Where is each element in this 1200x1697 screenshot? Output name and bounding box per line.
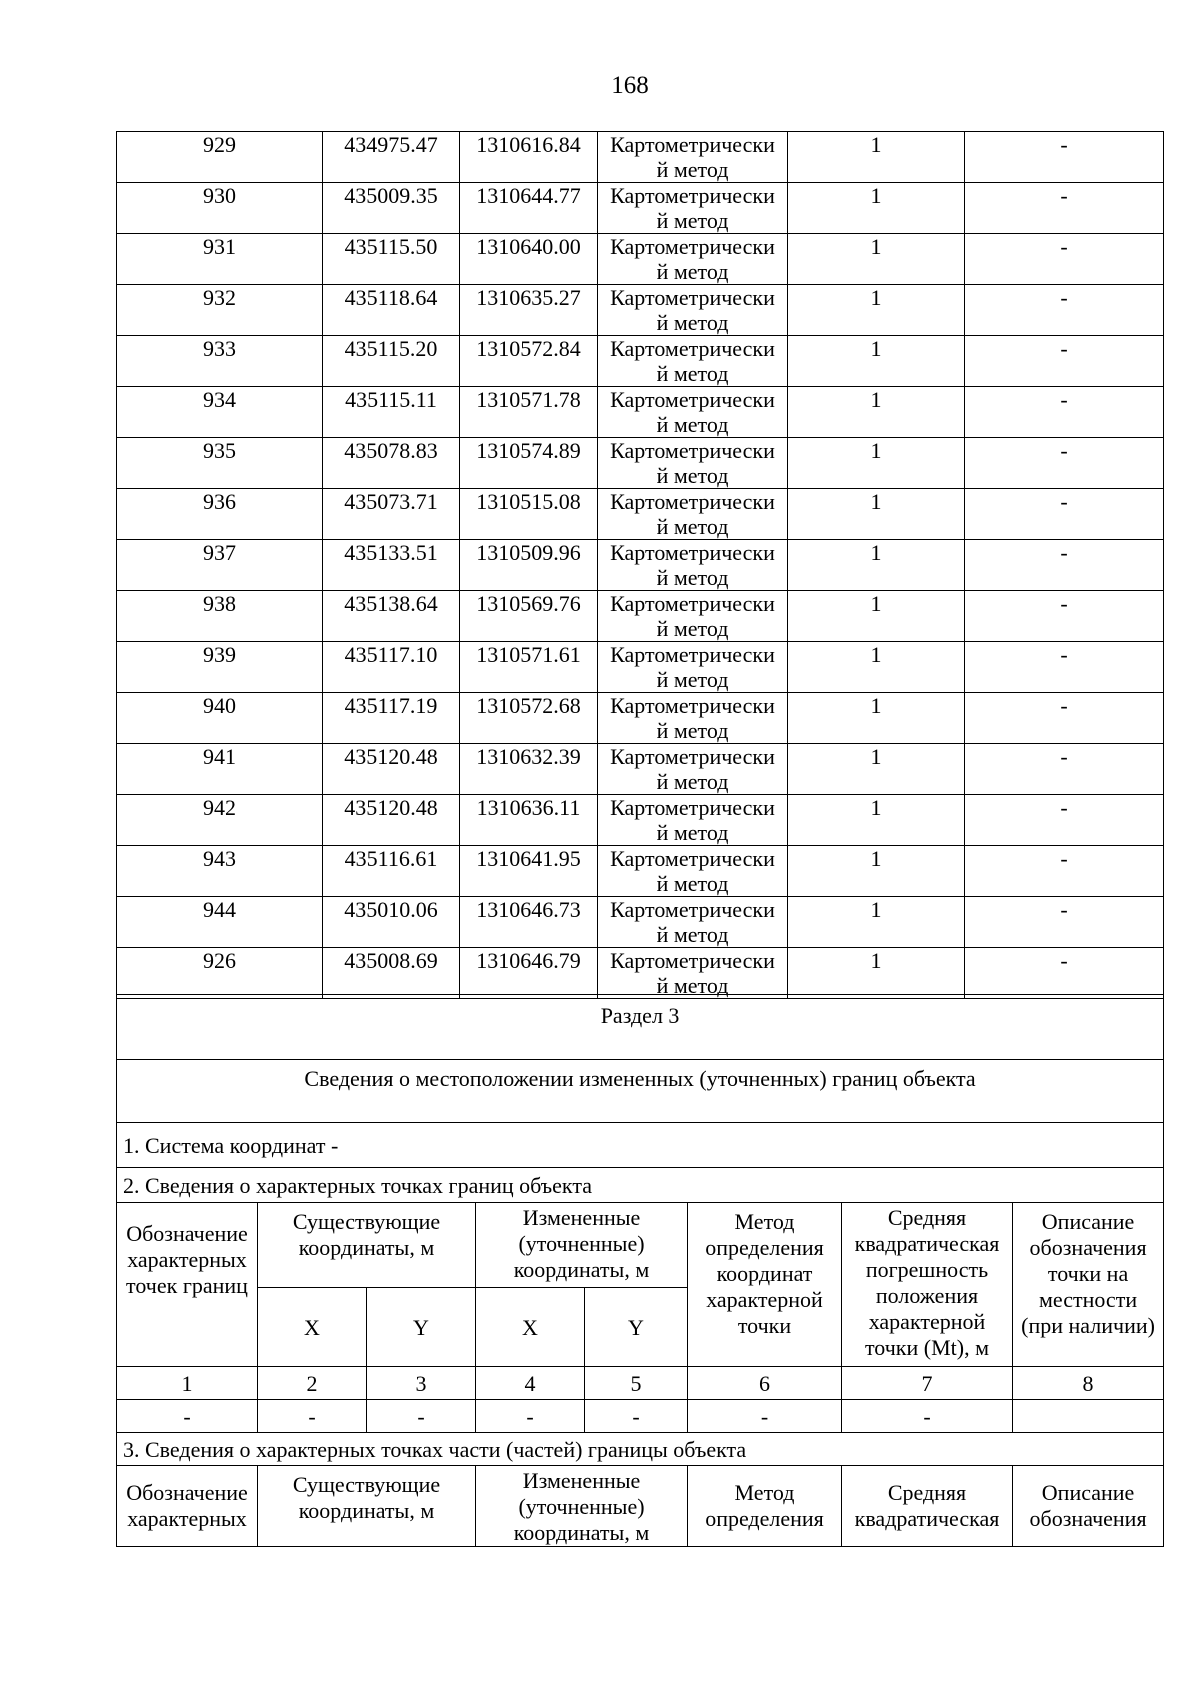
header-text: квадратическая: [854, 1231, 1000, 1256]
cell-method: [598, 438, 788, 489]
header-existing-x: X: [258, 1288, 367, 1367]
header-text: Средняя: [887, 1480, 967, 1505]
column-number: 3: [367, 1367, 476, 1400]
cell-description: -: [965, 387, 1164, 438]
header-text: определения: [705, 1506, 824, 1531]
empty-dash-row: [117, 1400, 1164, 1433]
cell-point-id: 931: [117, 234, 323, 285]
cell-point-id: 944: [117, 897, 323, 948]
header-text: точек границ: [126, 1272, 248, 1298]
cell-coord-x: 435138.64: [323, 591, 460, 642]
cell-mt-value: 1: [788, 897, 965, 948]
coord-system-line: 1. Система координат -: [117, 1123, 1164, 1168]
cell-coord-x: 435009.35: [323, 183, 460, 234]
header-text: характерных: [127, 1246, 247, 1272]
header-text: координаты, м: [513, 1520, 650, 1545]
cell-description: -: [965, 795, 1164, 846]
method-line: Картометрически: [610, 642, 775, 667]
cell-coord-x: 435117.19: [323, 693, 460, 744]
cell-method: [598, 642, 788, 693]
cell-method: [598, 387, 788, 438]
header-text: (уточненные): [518, 1231, 645, 1256]
section3-table: [116, 994, 1164, 1547]
table-row: [117, 540, 1164, 591]
cell-coord-y: 1310641.95: [460, 846, 598, 897]
cell-description: -: [965, 744, 1164, 795]
header-text: местности: [1039, 1287, 1138, 1312]
cell-description: -: [965, 234, 1164, 285]
header-text: квадратическая: [854, 1506, 1000, 1531]
table-row: [117, 489, 1164, 540]
section3-title-row: [117, 995, 1164, 1060]
cell-method: [598, 336, 788, 387]
header-existing-coords: [258, 1203, 476, 1288]
header-text: координаты, м: [513, 1257, 650, 1282]
cell-coord-x: 435115.20: [323, 336, 460, 387]
dash-cell: [1013, 1400, 1164, 1433]
parts-header-method: [688, 1466, 842, 1547]
dash-cell: -: [476, 1400, 585, 1433]
cell-point-id: 926: [117, 948, 323, 999]
cell-mt-value: 1: [788, 489, 965, 540]
header-text: координат: [716, 1261, 813, 1286]
cell-description: -: [965, 846, 1164, 897]
cell-description: -: [965, 948, 1164, 999]
header-text: характерной: [868, 1309, 986, 1334]
cell-coord-y: 1310571.78: [460, 387, 598, 438]
cell-description: -: [965, 693, 1164, 744]
cell-description: -: [965, 540, 1164, 591]
method-line: Картометрически: [610, 132, 775, 157]
cell-description: -: [965, 285, 1164, 336]
cell-coord-x: 435117.10: [323, 642, 460, 693]
dash-cell: -: [117, 1400, 258, 1433]
cell-mt-value: 1: [788, 540, 965, 591]
parts-heading: 3. Сведения о характерных точках части (частей) границы объекта: [117, 1433, 1164, 1466]
header-text: определения: [705, 1235, 824, 1260]
cell-point-id: 940: [117, 693, 323, 744]
cell-coord-y: 1310515.08: [460, 489, 598, 540]
cell-coord-y: 1310569.76: [460, 591, 598, 642]
section3-subtitle: Сведения о местоположении измененных (уточненных) границ объекта: [117, 1060, 1164, 1123]
method-line: Картометрически: [610, 285, 775, 310]
section3-title: Раздел 3: [117, 995, 1164, 1060]
cell-coord-y: 1310635.27: [460, 285, 598, 336]
cell-mt-value: 1: [788, 132, 965, 183]
header-text: положения: [875, 1283, 979, 1308]
cell-coord-x: 435120.48: [323, 744, 460, 795]
cell-coord-x: 435118.64: [323, 285, 460, 336]
header-text: Существующие: [292, 1472, 441, 1497]
header-text: точки на: [1047, 1261, 1129, 1286]
cell-method: [598, 948, 788, 999]
cell-method: [598, 897, 788, 948]
method-line: й метод: [656, 922, 729, 947]
header-changed-coords: [476, 1203, 688, 1288]
cell-coord-y: 1310644.77: [460, 183, 598, 234]
header-text: характерной: [706, 1287, 823, 1312]
table-row: [117, 897, 1164, 948]
method-line: Картометрически: [610, 387, 775, 412]
table-row: [117, 846, 1164, 897]
header-text: точки: [737, 1313, 792, 1338]
cell-point-id: 936: [117, 489, 323, 540]
cell-description: -: [965, 438, 1164, 489]
method-line: Картометрически: [610, 183, 775, 208]
cell-coord-y: 1310632.39: [460, 744, 598, 795]
header-text: погрешность: [865, 1257, 989, 1282]
cell-method: [598, 132, 788, 183]
table-row: [117, 387, 1164, 438]
header-changed-x: X: [476, 1288, 585, 1367]
method-line: й метод: [656, 208, 729, 233]
cell-method: [598, 744, 788, 795]
cell-method: [598, 234, 788, 285]
cell-coord-y: 1310646.73: [460, 897, 598, 948]
cell-coord-y: 1310572.68: [460, 693, 598, 744]
table-row: [117, 693, 1164, 744]
dash-cell: -: [842, 1400, 1013, 1433]
cell-coord-y: 1310646.79: [460, 948, 598, 999]
header-text: Обозначение: [126, 1480, 248, 1505]
cell-point-id: 941: [117, 744, 323, 795]
cell-mt-value: 1: [788, 234, 965, 285]
cell-coord-x: 435008.69: [323, 948, 460, 999]
dash-cell: -: [688, 1400, 842, 1433]
method-line: й метод: [656, 718, 729, 743]
method-line: Картометрически: [610, 897, 775, 922]
cell-coord-y: 1310616.84: [460, 132, 598, 183]
table-row: [117, 132, 1164, 183]
header-changed-y: Y: [585, 1288, 688, 1367]
column-number: 1: [117, 1367, 258, 1400]
method-line: й метод: [656, 463, 729, 488]
cell-description: -: [965, 489, 1164, 540]
method-line: й метод: [656, 667, 729, 692]
header-text: (уточненные): [518, 1494, 645, 1519]
cell-coord-x: 434975.47: [323, 132, 460, 183]
cell-mt-value: 1: [788, 183, 965, 234]
column-number: 5: [585, 1367, 688, 1400]
dash-cell: -: [367, 1400, 476, 1433]
cell-point-id: 930: [117, 183, 323, 234]
table-row: [117, 234, 1164, 285]
column-number: 2: [258, 1367, 367, 1400]
cell-coord-x: 435133.51: [323, 540, 460, 591]
header-text: обозначения: [1029, 1506, 1147, 1531]
table-row: [117, 183, 1164, 234]
dash-cell: -: [258, 1400, 367, 1433]
method-line: Картометрически: [610, 846, 775, 871]
header-text: Метод: [734, 1209, 795, 1234]
cell-point-id: 942: [117, 795, 323, 846]
cell-method: [598, 693, 788, 744]
cell-coord-x: 435116.61: [323, 846, 460, 897]
cell-description: -: [965, 897, 1164, 948]
method-line: й метод: [656, 310, 729, 335]
header-method: [688, 1203, 842, 1367]
method-line: Картометрически: [610, 591, 775, 616]
header-text: (при наличии): [1021, 1313, 1155, 1338]
cell-method: [598, 846, 788, 897]
cell-mt-value: 1: [788, 948, 965, 999]
header-existing-y: Y: [367, 1288, 476, 1367]
header-text: координаты, м: [298, 1235, 435, 1260]
cell-description: -: [965, 591, 1164, 642]
method-line: й метод: [656, 565, 729, 590]
cell-coord-x: 435120.48: [323, 795, 460, 846]
method-line: й метод: [656, 361, 729, 386]
method-line: Картометрически: [610, 744, 775, 769]
cell-coord-y: 1310574.89: [460, 438, 598, 489]
column-number: 8: [1013, 1367, 1164, 1400]
header-text: Метод: [734, 1480, 795, 1505]
cell-point-id: 938: [117, 591, 323, 642]
cell-point-id: 935: [117, 438, 323, 489]
method-line: й метод: [656, 259, 729, 284]
cell-coord-x: 435115.11: [323, 387, 460, 438]
cell-description: -: [965, 132, 1164, 183]
cell-mt-value: 1: [788, 744, 965, 795]
method-line: Картометрически: [610, 540, 775, 565]
method-line: Картометрически: [610, 336, 775, 361]
column-number: 4: [476, 1367, 585, 1400]
table-row: [117, 285, 1164, 336]
cell-coord-y: 1310571.61: [460, 642, 598, 693]
header-text: Описание: [1041, 1209, 1135, 1234]
parts-header-changed: [476, 1466, 688, 1547]
header-text: Описание: [1041, 1480, 1135, 1505]
cell-mt-value: 1: [788, 285, 965, 336]
section3-subtitle-row: [117, 1060, 1164, 1123]
column-number: 7: [842, 1367, 1013, 1400]
cell-mt-value: 1: [788, 795, 965, 846]
table-row: [117, 744, 1164, 795]
cell-point-id: 933: [117, 336, 323, 387]
method-line: Картометрически: [610, 693, 775, 718]
cell-mt-value: 1: [788, 387, 965, 438]
table-row: [117, 642, 1164, 693]
cell-method: [598, 183, 788, 234]
cell-point-id: 934: [117, 387, 323, 438]
header-text: характерных: [127, 1506, 247, 1531]
column-number: 6: [688, 1367, 842, 1400]
cell-coord-x: 435073.71: [323, 489, 460, 540]
cell-method: [598, 591, 788, 642]
cell-coord-y: 1310572.84: [460, 336, 598, 387]
cell-coord-x: 435010.06: [323, 897, 460, 948]
cell-coord-x: 435078.83: [323, 438, 460, 489]
parts-header-row: [117, 1466, 1164, 1547]
method-line: Картометрически: [610, 948, 775, 973]
cell-point-id: 939: [117, 642, 323, 693]
cell-mt-value: 1: [788, 846, 965, 897]
method-line: Картометрически: [610, 795, 775, 820]
cell-description: -: [965, 642, 1164, 693]
method-line: Картометрически: [610, 489, 775, 514]
header-mt: [842, 1203, 1013, 1367]
method-line: й метод: [656, 973, 729, 998]
method-line: й метод: [656, 412, 729, 437]
method-line: й метод: [656, 514, 729, 539]
cell-coord-y: 1310509.96: [460, 540, 598, 591]
cell-mt-value: 1: [788, 693, 965, 744]
method-line: й метод: [656, 157, 729, 182]
table-row: [117, 948, 1164, 999]
cell-coord-y: 1310636.11: [460, 795, 598, 846]
header-text: Обозначение: [126, 1220, 248, 1246]
method-line: й метод: [656, 871, 729, 896]
parts-header-description: [1013, 1466, 1164, 1547]
parts-header-existing: [258, 1466, 476, 1547]
cell-method: [598, 795, 788, 846]
header-text: Измененные: [522, 1468, 641, 1493]
method-line: й метод: [656, 769, 729, 794]
table-row: [117, 438, 1164, 489]
cell-point-id: 929: [117, 132, 323, 183]
column-numbers-row: [117, 1367, 1164, 1400]
points-table: [116, 131, 1164, 999]
header-point-designation: [117, 1203, 258, 1367]
cell-coord-x: 435115.50: [323, 234, 460, 285]
cell-mt-value: 1: [788, 438, 965, 489]
page-number: 168: [611, 72, 649, 99]
points-heading: 2. Сведения о характерных точках границ объекта: [117, 1168, 1164, 1203]
parts-header-mt: [842, 1466, 1013, 1547]
dash-cell: -: [585, 1400, 688, 1433]
header-description: [1013, 1203, 1164, 1367]
header-text: Средняя: [887, 1205, 967, 1230]
method-line: Картометрически: [610, 234, 775, 259]
header-text: Измененные: [522, 1205, 641, 1230]
header-text: координаты, м: [298, 1498, 435, 1523]
table-row: [117, 591, 1164, 642]
method-line: Картометрически: [610, 438, 775, 463]
header-text: точки (Mt), м: [864, 1335, 990, 1360]
cell-mt-value: 1: [788, 336, 965, 387]
parts-header-designation: [117, 1466, 258, 1547]
cell-mt-value: 1: [788, 591, 965, 642]
table-row: [117, 795, 1164, 846]
cell-method: [598, 285, 788, 336]
cell-coord-y: 1310640.00: [460, 234, 598, 285]
cell-mt-value: 1: [788, 642, 965, 693]
cell-description: -: [965, 336, 1164, 387]
header-text: Существующие: [292, 1209, 441, 1234]
table-row: [117, 336, 1164, 387]
cell-method: [598, 489, 788, 540]
cell-point-id: 943: [117, 846, 323, 897]
header-text: обозначения: [1029, 1235, 1147, 1260]
method-line: й метод: [656, 820, 729, 845]
cell-point-id: 937: [117, 540, 323, 591]
cell-point-id: 932: [117, 285, 323, 336]
cell-description: -: [965, 183, 1164, 234]
method-line: й метод: [656, 616, 729, 641]
cell-method: [598, 540, 788, 591]
